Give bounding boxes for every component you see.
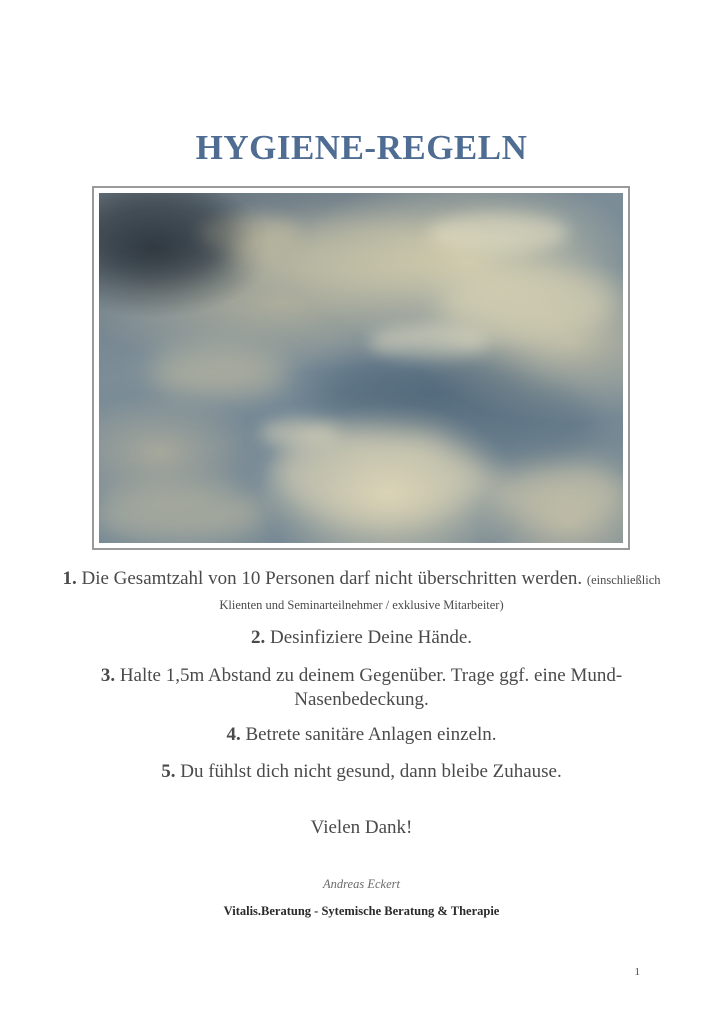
cloud-texture	[99, 193, 623, 543]
rule-2-number: 2.	[250, 627, 266, 648]
rule-5-text: Du fühlst dich nicht gesund, dann bleibe Zuhause.	[180, 761, 562, 782]
rule-4	[60, 723, 663, 747]
company-name: Vitalis.Beratung - Sytemische Beratung & Therapie	[223, 904, 500, 918]
rule-1-text: Die Gesamtzahl von 10 Personen darf nicht überschritten werden.	[81, 568, 583, 589]
rule-4-number: 4.	[226, 724, 241, 745]
rule-4-text: Betrete sanitäre Anlagen einzeln.	[245, 724, 497, 745]
rule-1	[60, 567, 663, 617]
rule-2-text: Desinfiziere Deine Hände.	[269, 627, 473, 648]
rule-5-number: 5.	[161, 761, 176, 782]
cloud-photo-frame	[92, 186, 630, 550]
page-title: HYGIENE-REGELN	[195, 128, 528, 167]
rule-1-number: 1.	[62, 568, 77, 589]
clouds-photo	[99, 193, 623, 543]
rule-2	[60, 626, 663, 650]
rule-3	[85, 664, 638, 712]
rule-3-text: Halte 1,5m Abstand zu deinem Gegenüber. Trage ggf. eine Mund-Nasenbedeckung.	[119, 665, 623, 710]
author-name: Andreas Eckert	[323, 877, 400, 891]
thanks-text: Vielen Dank!	[310, 817, 413, 838]
rule-1-note: (einschließlich Klienten und Seminarteilnehmer / exklusive Mitarbeiter)	[219, 573, 661, 612]
rule-5	[60, 760, 663, 784]
page-number: 1	[634, 966, 640, 978]
rule-3-number: 3.	[100, 665, 116, 686]
